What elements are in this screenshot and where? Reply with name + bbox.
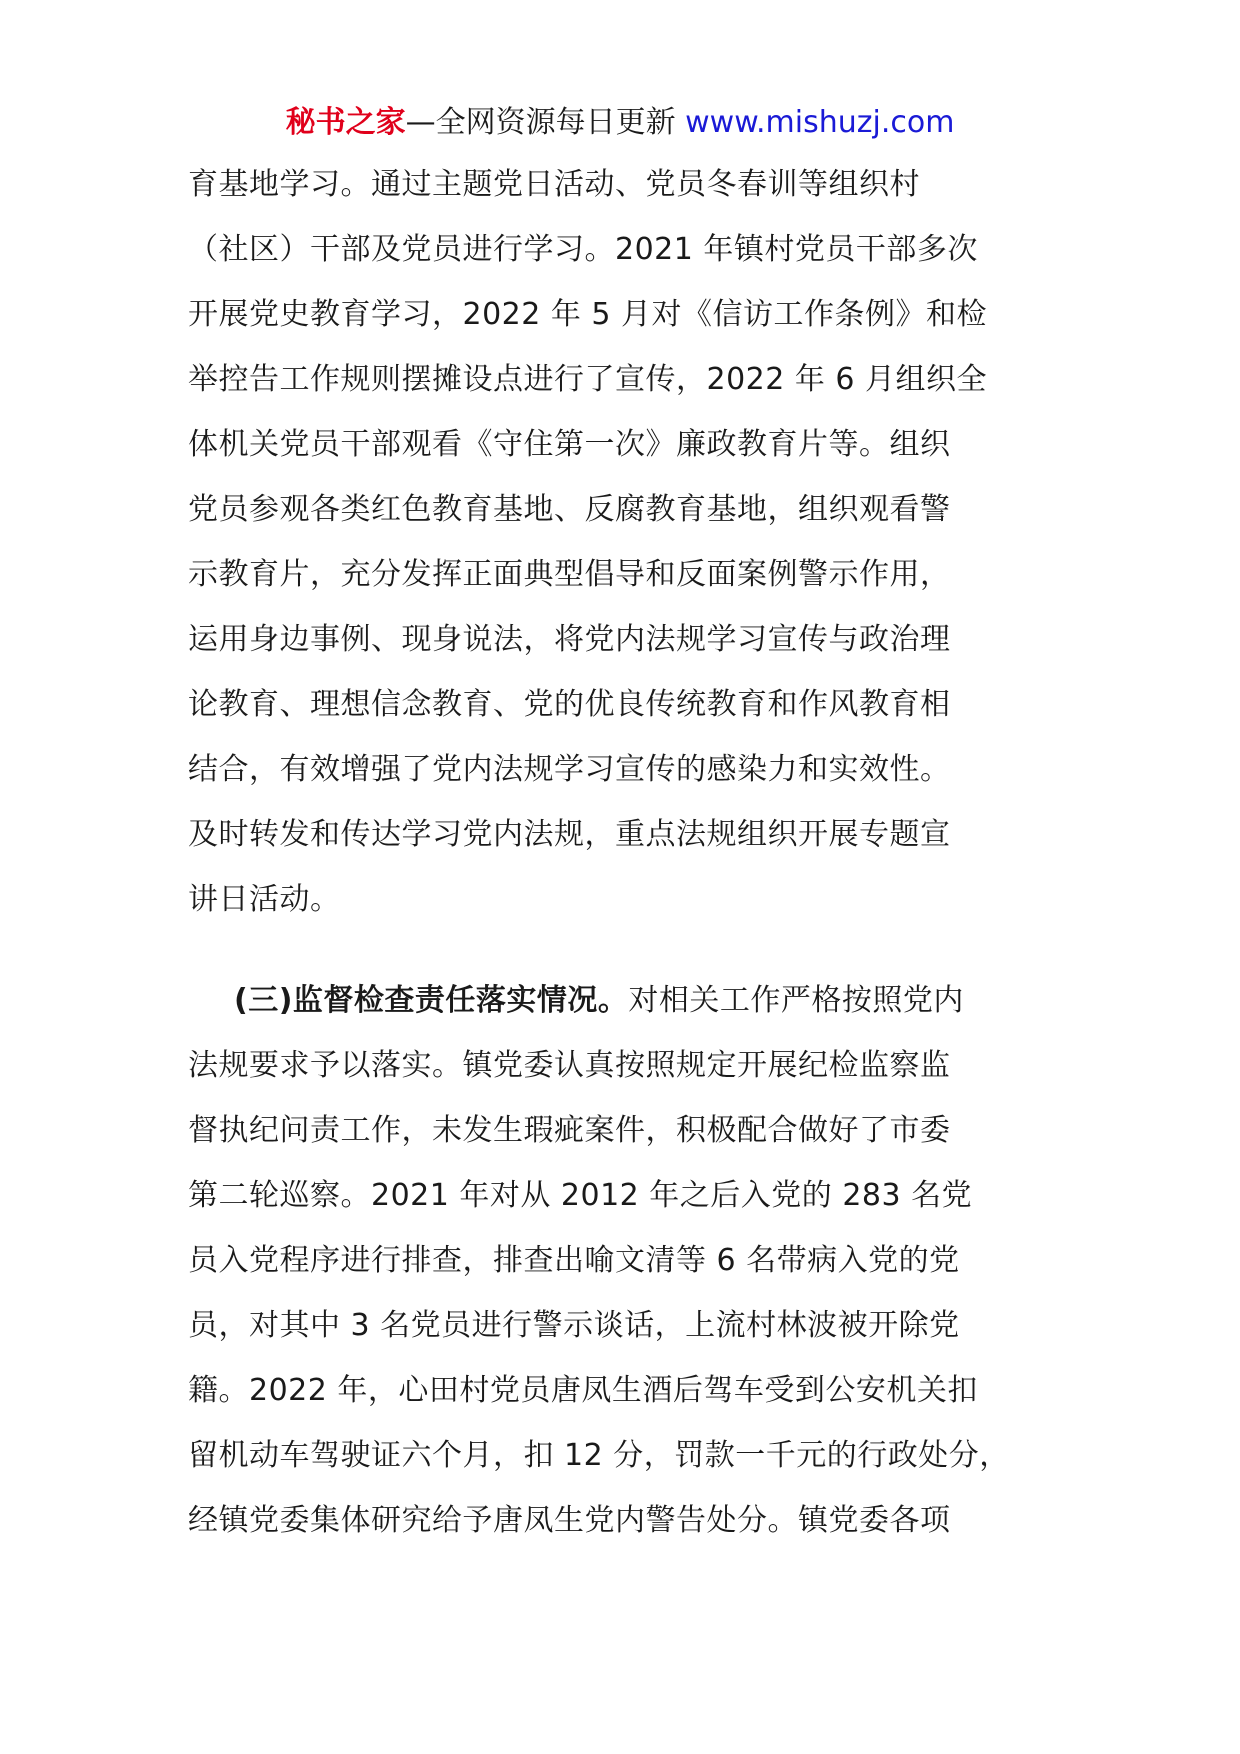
text-line: 讲日活动。 bbox=[188, 882, 341, 917]
brand-name: 秘书之家 bbox=[285, 105, 406, 140]
text-line: 留机动车驾驶证六个月，扣 12 分，罚款一千元的行政处分， bbox=[188, 1438, 1010, 1473]
text-line: 法规要求予以落实。镇党委认真按照规定开展纪检监察监 bbox=[188, 1048, 951, 1083]
text-line: 运用身边事例、现身说法，将党内法规学习宣传与政治理 bbox=[188, 622, 951, 657]
website-url[interactable]: www.mishuzj.com bbox=[685, 105, 955, 140]
text-line: 结合，有效增强了党内法规学习宣传的感染力和实效性。 bbox=[188, 752, 951, 787]
text-line: 及时转发和传达学习党内法规，重点法规组织开展专题宣 bbox=[188, 817, 951, 852]
text-line: 员入党程序进行排查，排查出喻文清等 6 名带病入党的党 bbox=[188, 1243, 960, 1278]
section-heading: (三)监督检查责任落实情况。 bbox=[234, 983, 629, 1018]
text-line: 育基地学习。通过主题党日活动、党员冬春训等组织村 bbox=[188, 167, 920, 202]
page-header bbox=[0, 103, 1240, 143]
text-line-rest: 对相关工作严格按照党内 bbox=[628, 983, 964, 1018]
document-body bbox=[188, 165, 1088, 1566]
paragraph-2 bbox=[188, 981, 1088, 1566]
text-line: 举控告工作规则摆摊设点进行了宣传，2022 年 6 月组织全 bbox=[188, 362, 988, 397]
section-heading-line bbox=[188, 981, 1088, 1046]
text-line: 示教育片，充分发挥正面典型倡导和反面案例警示作用， bbox=[188, 557, 951, 592]
text-line: 党员参观各类红色教育基地、反腐教育基地，组织观看警 bbox=[188, 492, 951, 527]
text-line: 论教育、理想信念教育、党的优良传统教育和作风教育相 bbox=[188, 687, 951, 722]
paragraph-spacer bbox=[188, 945, 1088, 981]
text-line: 第二轮巡察。2021 年对从 2012 年之后入党的 283 名党 bbox=[188, 1178, 973, 1213]
text-line: 籍。2022 年，心田村党员唐凤生酒后驾车受到公安机关扣 bbox=[188, 1373, 978, 1408]
paragraph-1 bbox=[188, 165, 1088, 945]
header-slogan: —全网资源每日更新 bbox=[405, 105, 676, 140]
text-line: 经镇党委集体研究给予唐凤生党内警告处分。镇党委各项 bbox=[188, 1503, 951, 1538]
text-line: 体机关党员干部观看《守住第一次》廉政教育片等。组织 bbox=[188, 427, 951, 462]
text-line: （社区）干部及党员进行学习。2021 年镇村党员干部多次 bbox=[188, 232, 978, 267]
text-line: 开展党史教育学习，2022 年 5 月对《信访工作条例》和检 bbox=[188, 297, 988, 332]
text-line: 员，对其中 3 名党员进行警示谈话，上流村林波被开除党 bbox=[188, 1308, 960, 1343]
text-line: 督执纪问责工作，未发生瑕疵案件，积极配合做好了市委 bbox=[188, 1113, 951, 1148]
